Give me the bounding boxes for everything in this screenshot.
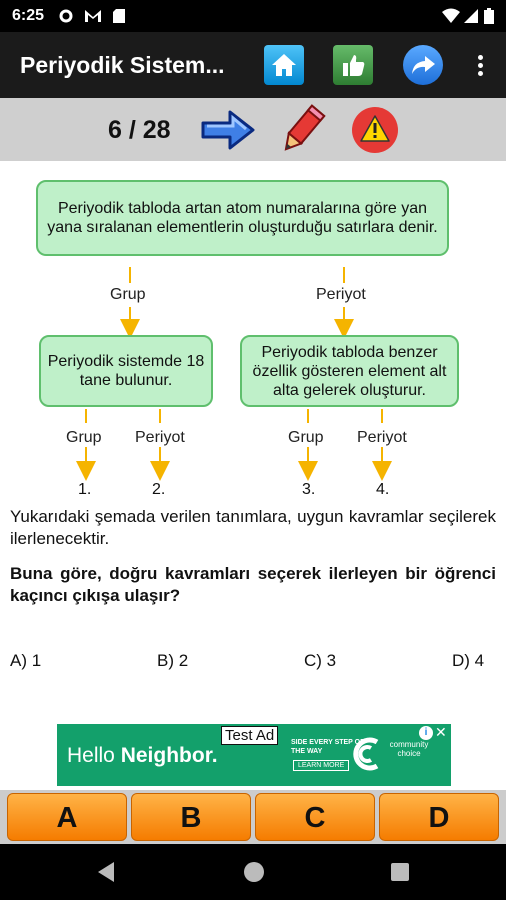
branch-label-1: Grup: [66, 429, 102, 446]
option-a: A) 1: [10, 651, 42, 670]
option-d: D) 4: [452, 651, 485, 670]
wifi-icon: [442, 8, 460, 24]
exit-1: 1.: [78, 481, 92, 498]
home-button[interactable]: [264, 45, 304, 85]
option-b: B) 2: [157, 651, 189, 670]
share-arrow-icon: [410, 54, 436, 76]
branch-label-3: Grup: [288, 429, 324, 446]
question-text: Yukarıdaki şemada verilen tanımlara, uygun kavramlar seçilerek ilerlenecektir.: [10, 507, 496, 548]
branch-label-4: Periyot: [357, 429, 407, 446]
status-time: 6:25: [12, 7, 45, 24]
diagram-right-box: Periyodik tabloda benzer özellik gösteren element alt alta gelerek oluşturur.: [240, 335, 459, 407]
exit-2: 2.: [152, 481, 166, 498]
signal-icon: [464, 8, 478, 24]
diagram-top-box: Periyodik tabloda artan atom numaralarına göre yan yana sıralanan elementlerin oluşturduğu satırlara denir.: [36, 180, 449, 256]
next-question-arrow-icon[interactable]: [200, 108, 256, 152]
share-button[interactable]: [403, 45, 443, 85]
flow-diagram: [0, 165, 506, 505]
home-circle-icon[interactable]: [243, 861, 265, 883]
home-icon: [270, 52, 298, 78]
ad-headline: Hello Neighbor.: [67, 744, 218, 767]
exit-3: 3.: [302, 481, 316, 498]
pencil-icon[interactable]: [274, 103, 330, 157]
battery-icon: [484, 8, 494, 24]
ad-banner[interactable]: [57, 724, 451, 786]
branch-label-2: Periyot: [135, 429, 185, 446]
app-toolbar: [0, 32, 506, 98]
back-icon[interactable]: [96, 861, 116, 883]
overflow-menu-button[interactable]: [470, 52, 490, 80]
app-title: Periyodik Sistem...: [20, 52, 225, 78]
ad-brand: community choice: [389, 740, 429, 758]
question-counter: 6 / 28: [108, 116, 171, 144]
like-button[interactable]: [333, 45, 373, 85]
label-grup: Grup: [110, 286, 146, 303]
ad-learn-more-button[interactable]: LEARN MORE: [293, 760, 349, 771]
label-periyot: Periyot: [316, 286, 366, 303]
ad-subtext: SIDE EVERY STEP OF THE WAY: [291, 739, 365, 755]
question-bar: [0, 98, 506, 161]
ad-close-icon[interactable]: ✕: [435, 724, 447, 740]
report-warning-icon[interactable]: [350, 105, 400, 155]
answer-bar: [0, 790, 506, 844]
question-prompt: Buna göre, doğru kavramları seçerek ilerleyen bir öğrenci kaçıncı çıkışa ulaşır?: [10, 564, 496, 605]
answer-d-button[interactable]: D: [379, 793, 499, 841]
answer-a-button[interactable]: A: [7, 793, 127, 841]
diagram-left-box: Periyodik sistemde 18 tane bulunur.: [39, 335, 213, 407]
thumbs-up-icon: [339, 51, 367, 79]
option-c: C) 3: [304, 651, 337, 670]
exit-4: 4.: [376, 481, 390, 498]
system-nav-bar: [0, 844, 506, 900]
status-bar: [0, 0, 506, 32]
gmail-icon: [84, 8, 102, 24]
recents-icon[interactable]: [390, 861, 410, 883]
community-choice-logo-icon: [347, 734, 383, 774]
answer-b-button[interactable]: B: [131, 793, 251, 841]
sd-card-icon: [112, 8, 126, 24]
ad-test-tag: Test Ad: [221, 726, 278, 745]
ad-info-icon[interactable]: i: [419, 726, 433, 740]
answer-c-button[interactable]: C: [255, 793, 375, 841]
settings-icon: [58, 8, 74, 24]
